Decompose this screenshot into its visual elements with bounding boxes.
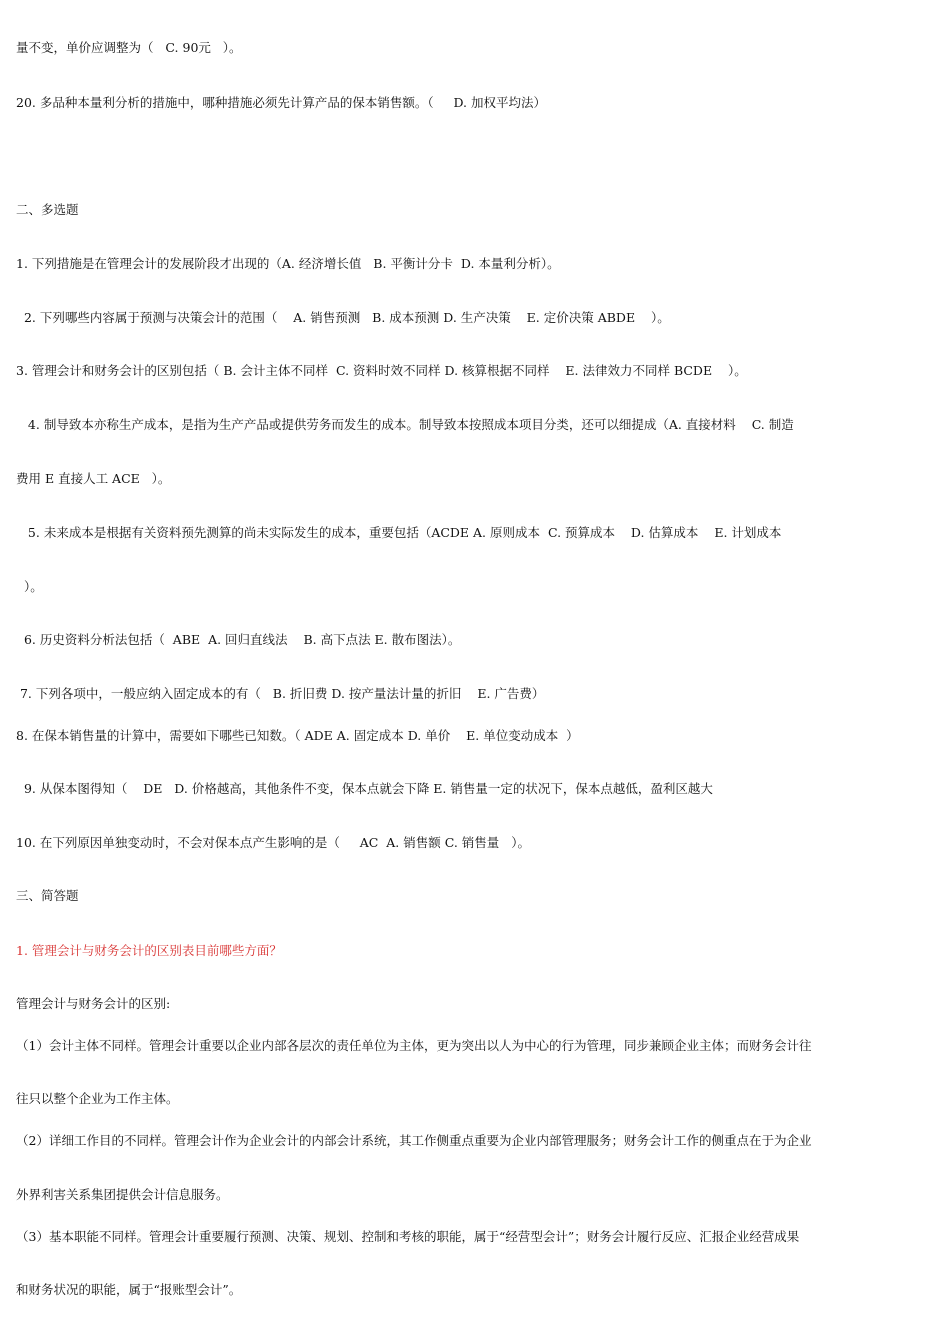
paragraph-line: 往只以整个企业为工作主体。 xyxy=(16,1091,179,1106)
question-line: 4. 制导致本亦称生产成本，是指为生产产品或提供劳务而发生的成本。制导致本按照成本项目分类，还可以细提成（A. 直接材料 C. 制造 xyxy=(16,417,794,432)
question-line: 10. 在下列原因单独变动时，不会对保本点产生影响的是（ AC A. 销售额 C. 销售量 ）。 xyxy=(16,835,530,850)
paragraph-line: （1）会计主体不同样。管理会计重要以企业内部各层次的责任单位为主体，更为突出以人为中心的行为管理，同步兼顾企业主体；而财务会计往 xyxy=(16,1038,812,1053)
text-line: 量不变，单价应调整为（ C. 90元 ）。 xyxy=(16,40,242,55)
paragraph-line: 和财务状况的职能，属于“报账型会计”。 xyxy=(16,1282,242,1297)
question-line: 5. 未来成本是根据有关资料预先测算的尚未实际发生的成本，重要包括（ACDE A. 原则成本 C. 预算成本 D. 估算成本 E. 计划成本 xyxy=(16,525,782,540)
paragraph-line: （3）基本职能不同样。管理会计重要履行预测、决策、规划、控制和考核的职能，属于“经营型会计”；财务会计履行反应、汇报企业经营成果 xyxy=(16,1229,800,1244)
question-line: 3. 管理会计和财务会计的区别包括（ B. 会计主体不同样 C. 资料时效不同样 D. 核算根据不同样 E. 法律效力不同样 BCDE ）。 xyxy=(16,363,747,378)
section-heading: 三、简答题 xyxy=(16,888,79,903)
question-line: 9. 从保本图得知（ DE D. 价格越高，其他条件不变，保本点就会下降 E. 销售量一定的状况下，保本点越低，盈利区越大 xyxy=(16,781,713,796)
question-line: 2. 下列哪些内容属于预测与决策会计的范围（ A. 销售预测 B. 成本预测 D. 生产决策 E. 定价决策 ABDE ）。 xyxy=(16,310,670,325)
paragraph-line: 外界利害关系集团提供会计信息服务。 xyxy=(16,1187,229,1202)
question-line: 1. 下列措施是在管理会计的发展阶段才出现的（A. 经济增长值 B. 平衡计分卡 D. 本量利分析）。 xyxy=(16,256,560,271)
paragraph-line: （2）详细工作目的不同样。管理会计作为企业会计的内部会计系统，其工作侧重点重要为企业内部管理服务；财务会计工作的侧重点在于为企业 xyxy=(16,1133,812,1148)
question-line: 6. 历史资料分析法包括（ ABE A. 回归直线法 B. 高下点法 E. 散布图法）。 xyxy=(16,632,461,647)
text-line: 费用 E 直接人工 ACE ）。 xyxy=(16,471,171,486)
section-heading: 二、多选题 xyxy=(16,202,79,217)
text-line: 管理会计与财务会计的区别: xyxy=(16,996,171,1011)
question-line: 20. 多品种本量利分析的措施中，哪种措施必须先计算产品的保本销售额。（ D. 加权平均法） xyxy=(16,95,546,110)
text-line: ）。 xyxy=(16,579,43,594)
question-line: 8. 在保本销售量的计算中，需要如下哪些已知数。（ ADE A. 固定成本 D. 单价 E. 单位变动成本 ） xyxy=(16,728,579,743)
question-heading: 1. 管理会计与财务会计的区别表目前哪些方面？ xyxy=(16,943,282,958)
question-line: 7. 下列各项中，一般应纳入固定成本的有（ B. 折旧费 D. 按产量法计量的折旧 E. 广告费） xyxy=(16,686,545,701)
